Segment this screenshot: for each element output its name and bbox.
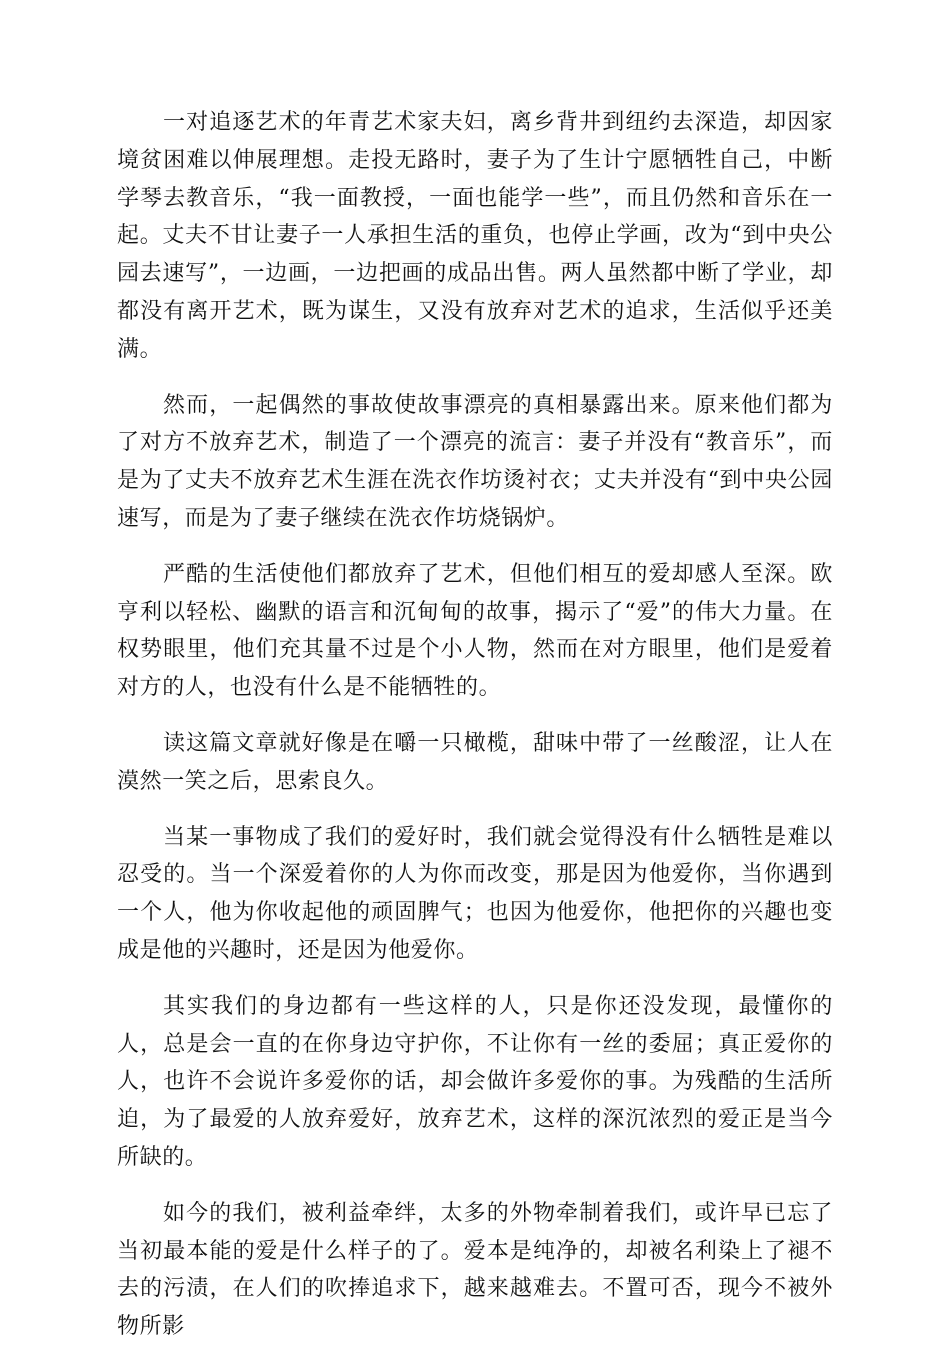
paragraph-7: 如今的我们，被利益牵绊，太多的外物牵制着我们，或许早已忘了当初最本能的爱是什么样子的了。爱本是纯净的，却被名利染上了褪不去的污渍，在人们的吹捧追求下，越来越难去。不置可否，现今不被外物所影 — [117, 1200, 833, 1340]
paragraph-2: 然而，一起偶然的事故使故事漂亮的真相暴露出来。原来他们都为了对方不放弃艺术，制造了一个漂亮的流言：妻子并没有“教音乐”，而是为了丈夫不放弃艺术生涯在洗衣作坊烫衬衣；丈夫并没有“到中央公园速写，而是为了妻子继续在洗衣作坊烧锅炉。 — [117, 392, 833, 531]
paragraph-6: 其实我们的身边都有一些这样的人，只是你还没发现，最懂你的人，总是会一直的在你身边守护你，不让你有一丝的委屈；真正爱你的人，也许不会说许多爱你的话，却会做许多爱你的事。为残酷的生活所迫，为了最爱的人放弃爱好，放弃艺术，这样的深沉浓烈的爱正是当今所缺的。 — [117, 993, 833, 1170]
paragraph-1: 一对追逐艺术的年青艺术家夫妇，离乡背井到纽约去深造，却因家境贫困难以伸展理想。走投无路时，妻子为了生计宁愿牺牲自己，中断学琴去教音乐，“我一面教授，一面也能学一些”，而且仍然和音乐在一起。丈夫不甘让妻子一人承担生活的重负，也停止学画，改为“到中央公园去速写”，一边画，一边把画的成品出售。两人虽然都中断了学业，却都没有离开艺术，既为谋生，又没有放弃对艺术的追求，生活似乎还美满。 — [117, 110, 833, 362]
document-body — [117, 104, 833, 1364]
paragraph-3: 严酷的生活使他们都放弃了艺术，但他们相互的爱却感人至深。欧亨利以轻松、幽默的语言和沉甸甸的故事，揭示了“爱”的伟大力量。在权势眼里，他们充其量不过是个小人物，然而在对方眼里，他们是爱着对方的人，也没有什么是不能牺牲的。 — [117, 561, 833, 701]
paragraph-5: 当某一事物成了我们的爱好时，我们就会觉得没有什么牺牲是难以忍受的。当一个深爱着你的人为你而改变，那是因为他爱你，当你遇到一个人，他为你收起他的顽固脾气；也因为他爱你，他把你的兴趣也变成是他的兴趣时，还是因为他爱你。 — [117, 824, 833, 963]
paragraph-4: 读这篇文章就好像是在嚼一只橄榄，甜味中带了一丝酸涩，让人在漠然一笑之后，思索良久。 — [117, 730, 833, 794]
